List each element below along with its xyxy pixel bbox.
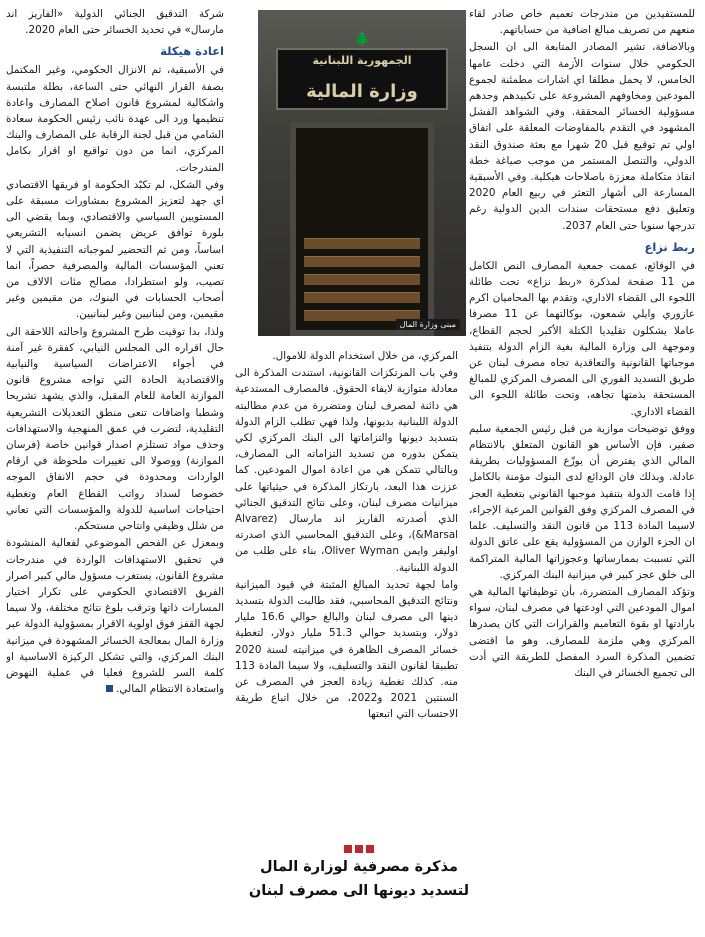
ministry-building-photo bbox=[258, 10, 466, 336]
paragraph: في الأسبقية، تم الانزال الحكومي، وغير المكتمل بصفة القرار النهائي حتى الساعة، بطلة ملتبسة واشكالية لمشروع قانون اصلاح المصارف واعادة تنظيمها ورد الى عهدة نائب رئيس الحكومة سعادة الشامي من قبل لجنة الرقابة على المصارف والبنك المركزي، انما من دون تواقيع او اقرار بكامل المندرجات. bbox=[6, 64, 224, 174]
paragraph: للمستفيدين من مندرجات تعميم خاص صادر لقاء منعهم من تصريف مبالغ اضافية من حساباتهم. bbox=[469, 8, 695, 37]
stair-step bbox=[304, 292, 420, 303]
paragraph: وبالاضافة، تشير المصادر المتابعة الى ان السجل الحكومي خلال سنوات الأزمة التي دخلت عامها الخامس، لا يحمل مطلقا اي اشارات مطمئنة لجموع المودعين ومخاوفهم المشروعة على تكبيدهم وحدهم مسؤولية الخسائر المحققة. وفي الشواهد الفشل المشهود في التقدم بالمفاوضات المعلقة على اتفاق اولي تم توقيع قبل 20 شهرا مع بعثة صندوق النقد الدولي، والتنصل المستمر من موجب صياغة خطة انقاذ متكاملة معززة باصلاحات هيكلية. وفي الأسبقية المسارعة الى أشهار التعثر في ربيع العام 2020 وتعليق دفع مستحقات سندات الدين الدولية رغم تدرجها سنويا حتى العام 2037. bbox=[469, 41, 695, 232]
stair-step bbox=[304, 274, 420, 285]
cedar-icon: 🌲 bbox=[354, 32, 371, 47]
paragraph-final bbox=[6, 535, 224, 697]
section-heading-dispute: ربط نزاع bbox=[644, 239, 695, 254]
paragraph: وفي الشكل، لم تكبّد الحكومة او فريقها الاقتصادي اي جهد لتعزيز المشروع بمشاورات مسبقة على المستويين السياسي والاقتصادي، وبما يقضي الى بلورة توافق عريض يضمن انسيابه التشريعي اساساً، ومن ثم التحضير لموجباته التنفيذية التي لا تعني المؤسسات المالية والمصرفية حصراً، انما تصيب، ولو استطرادا، مصالح مئات الالاف من أصحاب الحسابات في البنوك، من مقيمين وغير مقيمين، ومن لبنانيين وغير لبنانيين. bbox=[6, 178, 224, 321]
section-heading-restructuring: اعادة هيكلة bbox=[160, 44, 224, 59]
paragraph: ووفق توضيحات موازية من قبل رئيس الجمعية سليم صفير، فإن الأساس هو القانون المتعلق بالانتظام المالي الذي يفترض أن يوزّع المسؤوليات بطريقة عادلة. وبذلك فان الودائع لدى البنوك مؤمنة بالكامل إذا قامت الدولة بتنفيذ موجبها القانوني بتغطية العجز في المصرف المركزي وفق القوانين المرعية الإجراء، لاسيما المادة 113 من قانون النقد والتسليف. علما ان الجزء الوازن من المسؤولية يقع على عاتق الدولة التي تسببت بممارساتها وعجوزاتها المالية المتراكمة الى خلق عجز كبير في ميزانية البنك المركزي. bbox=[469, 422, 695, 581]
paragraph: المركزي، من خلال استخدام الدولة للاموال. bbox=[272, 350, 458, 362]
entrance-doorway bbox=[290, 122, 434, 336]
paragraph: وفي باب المرتكزات القانونية، استندت المذكرة الى معادلة متوازية لايفاء الحقوق. فالمصارف المستدعية هي دائنة لمصرف لبنان ومتضررة من عدم مطالبته الدولة اللبنانية بديونها، ولذا فهي تطلب الزام الدولة بتسديد ديونها والتزاماتها الى البنك المركزي لكي يتمكن بدوره من تسديد التزاماته الى المصارف، وبالتالي تتمكن هي من اعادة اموال المودعين. كما عززت هذا البعد، بارتكاز المذكرة في حيثياتها على ميزانيات مصرف لبنان، وعلى نتائج التدقيق الجنائي الذي أصدرته الفاريز اند مارسال (Alvarez &Marsal)، وعلى التدقيق المحاسبي الذي اصدرته اوليفر وايمن Oliver Wyman، بناء على طلب من الدولة اللبنانية. bbox=[235, 367, 458, 574]
article-column-middle bbox=[235, 348, 458, 837]
sign-line-ministry: وزارة المالية bbox=[306, 81, 418, 102]
final-paragraph-text: وبمعزل عن الفحص الموضوعي لفعالية المنشودة في تحقيق الاستهدافات الواردة في مندرجات مشروع القانون، يستغرب مسؤول مالي كبير اصرار الفريق الاقتصادي الحكومي على تكرار اختيار المسارات ذاتها وترقب بلوغ نتائج مختلفة، ولا سيما لجهة القفز فوق اولوية الاقرار بمسؤولية الدولة عبر وزارة المال بمعالجة الخسائر المشهودة في ميزانية البنك المركزي، والتي تشكل الركيزة الاساسية او كلمة السر للشروع فعليا في عملية النهوض واستعادة الانتظام المالي. bbox=[6, 537, 224, 696]
paragraph: وتؤكد المصارف المتضررة، بأن توظيفاتها المالية هي اموال المودعين التي اودعتها في مصرف لبنان، سواء بارادتها او بقوة التعاميم والقرارات التي كان يصدرها المركزي وهي ملزمة للمصارف. وهو ما اقتضى تضمين المذكرة السرد المفصل للطريقة التي أدت الى تجميع الخسائر في البنك bbox=[469, 585, 695, 679]
decorative-squares bbox=[248, 845, 470, 853]
photo-caption: مبنى وزارة المال bbox=[396, 319, 460, 330]
stair-step bbox=[304, 256, 420, 267]
sign-line-republic: الجمهورية اللبنانية bbox=[312, 54, 412, 67]
article-column-right bbox=[469, 6, 695, 931]
building-sign bbox=[276, 48, 448, 110]
article-column-left bbox=[6, 6, 224, 931]
stair-step bbox=[304, 238, 420, 249]
headline-line-2: لتسديد ديونها الى مصرف لبنان bbox=[248, 883, 470, 899]
end-mark-icon bbox=[106, 685, 113, 692]
paragraph: ولذا، بدا توقيت طرح المشروع واحالته اللاحقة الى حال اقراره الى المجلس النيابي، كفقرة غير آمنة في أجواء الاعتراضات السياسية والنيابية والاقتصادية الحادة التي تواجه مشروع قانون الموازنة العامة للعام المقبل، والذي يشهد تشريحا وشطبا واضافات تنعى منطق التعديلات التشريعية التقليدية، لتضرب في عمق المنهجية والاستهدافات وحذف مواد تستلزم اصدار قوانين خاصة (فرسان الموازنة) ووصولا الى تغييرات ملحوظة في ارقام الواردات ومحدودة في حجم الانفاق الموجه خصوصا لسداد رواتب القطاع العام وتغطية احتياجات اساسية للدولة والمؤسسات التي تعاني من شلل وظيفي وانتاجي مستحكم. bbox=[6, 325, 224, 533]
paragraph: في الوقائع، عممت جمعية المصارف النص الكامل من 11 صفحة لمذكرة «ربط نزاع» تحت طائلة اللجوء الى القضاء الاداري، وتقدم بها المحاميان اكرم عازوري وايلي شمعون، بوكالتهما عن 11 مصرفا عاملا يشكلون تقليديا الكتلة الأكبر لحجم القطاع، وموجهة الى وزارة المالية بغية الزام الدولة بتنفيذ موجباتها القانونية والتعاقدية تجاه مصرف لبنان عن طريق التسديد الفوري الى المصرف المركزي للمبالغ المستحقة بذمتها تجاهه، وتحت طائلة اللجوء الى القضاء الاداري. bbox=[469, 259, 695, 418]
headline-line-1: مذكرة مصرفية لوزارة المال bbox=[260, 859, 458, 875]
paragraph: واما لجهة تحديد المبالغ المثبتة في قيود الميزانية ونتائج التدقيق المحاسبي، فقد طالبت الدولة بتسديد دينها الى مصرف لبنان والبالغ حوالي 16.6 مليار دولار، وبتسديد حوالي 51.3 مليار دولار، لتغطية خسائر المصرف الظاهرة في ميزانيته لسنة 2020 تطبيقا لقانون النقد والتسليف، ولا سيما المادة 113 منه. كذلك تغطية زيادة العجز في المصرف عن السنتين 2021 و2022، من خلال اتباع طريقة الاحتساب التي اتبعتها bbox=[235, 578, 458, 721]
article-headline bbox=[248, 845, 470, 903]
paragraph: شركة التدقيق الجنائي الدولية «الفاريز اند مارسال» في تحديد الخسائر حتى العام 2020. bbox=[6, 8, 224, 37]
